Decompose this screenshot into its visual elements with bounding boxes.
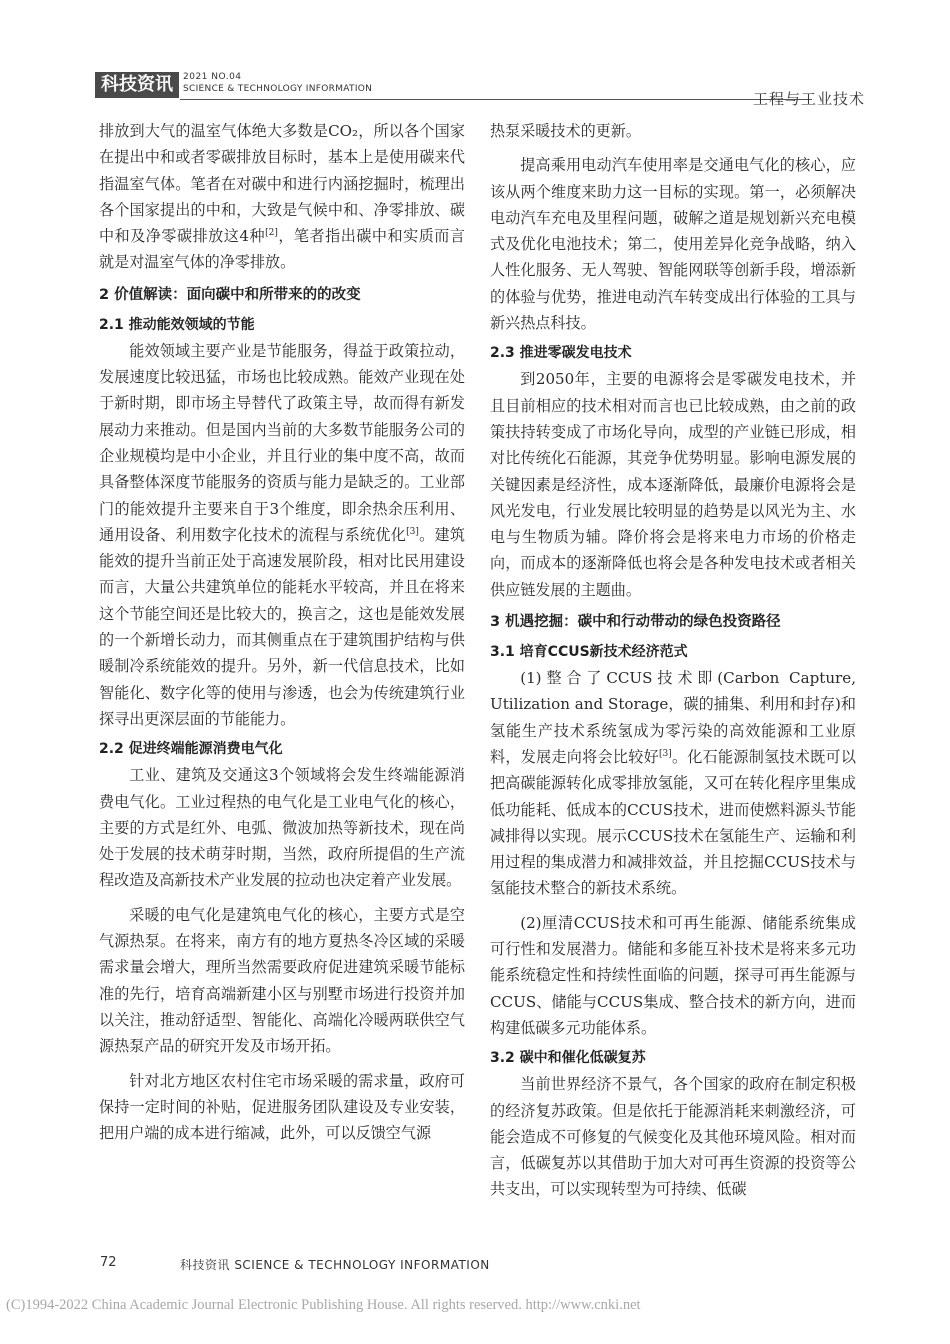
citation-ref[interactable]: [3] [406,526,419,537]
section-heading: 2 价值解读：面向碳中和所带来的的改变 [99,286,361,303]
subsection-heading: 3.2 碳中和催化低碳复苏 [490,1050,646,1067]
right-column [490,118,856,1203]
journal-subtitle: SCIENCE & TECHNOLOGY INFORMATION [183,84,373,94]
copyright-watermark: (C)1994-2022 China Academic Journal Electronic Publishing House. All rights reserved. http://www.cnki.net [6,1297,641,1313]
paragraph: 当前世界经济不景气，各个国家的政府在制定积极的经济复苏政策。但是依托于能源消耗来刺激经济，可能会造成不可修复的气候变化及其他环境风险。相对而言，低碳复苏以其借助于加大对可再生资源的投资等公共支出，可以实现转型为可持续、低碳 [490,1075,856,1199]
paragraph: (1)整合了CCUS技术即(Carbon Capture, Utilization and Storage，碳的捕集、利用和封存)和氢能生产技术系统氢成为零污染的高效能源和工业原料，发展走向将会比较好[3]。化石能源制氢技术既可以把高碳能源转化成零排放氢能，又可在转化程序里集成低功能耗、低成本的CCUS技术，进而使燃料源头节能减排得以实现。展示CCUS技术在氢能生产、运输和利用过程的集成潜力和减排效益，并且挖掘CCUS技术与氢能技术整合的新技术系统。 [490,669,856,898]
journal-logo: 科技资讯 [95,72,179,98]
paragraph: 排放到大气的温室气体绝大多数是CO₂，所以各个国家在提出中和或者零碳排放目标时，基本上是使用碳来代指温室气体。笔者在对碳中和进行内涵挖掘时，梳理出各个国家提出的中和，大致是气候中和、净零排放、碳中和及净零碳排放这4种[2]，笔者指出碳中和实质而言就是对温室气体的净零排放。 [99,122,465,272]
paragraph: 提高乘用电动汽车使用率是交通电气化的核心，应该从两个维度来助力这一目标的实现。第一，必须解决电动汽车充电及里程问题，破解之道是规划新兴充电模式及优化电池技术；第二，使用差异化竞争战略，纳入人性化服务、无人驾驶、智能网联等创新手段，增添新的体验与优势，推进电动汽车转变成出行体验的工具与新兴热点科技。 [490,156,856,333]
masthead [95,70,865,110]
page-number: 72 [100,1255,117,1270]
section-label: 工程与工业技术 [752,90,865,108]
subsection-heading: 2.2 促进终端能源消费电气化 [99,741,283,758]
paragraph: 热泵采暖技术的更新。 [490,122,641,140]
paragraph: 针对北方地区农村住宅市场采暖的需求量，政府可保持一定时间的补贴，促进服务团队建设及专业安装，把用户端的成本进行缩减，此外，可以反馈空气源 [99,1071,465,1143]
citation-ref[interactable]: [2] [265,228,278,239]
paragraph: 工业、建筑及交通这3个领域将会发生终端能源消费电气化。工业过程热的电气化是工业电气化的核心，主要的方式是红外、电弧、微波加热等新技术，现在尚处于发展的技术萌芽时期，当然，政府所提倡的生产流程改造及高新技术产业发展的拉动也决定着产业发展。 [99,766,465,890]
footer-journal-name: 科技资讯 SCIENCE & TECHNOLOGY INFORMATION [180,1258,490,1272]
subsection-heading: 3.1 培育CCUS新技术经济范式 [490,644,688,661]
header-rule [180,99,812,100]
subsection-heading: 2.3 推进零碳发电技术 [490,345,632,362]
section-heading: 3 机遇挖掘：碳中和行动带动的绿色投资路径 [490,614,781,631]
subsection-heading: 2.1 推动能效领域的节能 [99,316,255,333]
paragraph: 采暖的电气化是建筑电气化的核心，主要方式是空气源热泵。在将来，南方有的地方夏热冬冷区域的采暖需求量会增大，理所当然需要政府促进建筑采暖节能标准的先行，培育高端新建小区与别墅市场进行投资并加以关注，推动舒适型、智能化、高端化冷暖两联供空气源热泵产品的研究开发及市场开拓。 [99,905,465,1056]
left-column [99,118,465,1146]
citation-ref[interactable]: [3] [658,748,672,759]
issue-number: 2021 NO.04 [183,72,242,82]
paragraph: 能效领域主要产业是节能服务，得益于政策拉动，发展速度比较迅猛，市场也比较成熟。能效产业现在处于新时期，即市场主导替代了政策主导，故而得有新发展动力来推动。但是国内当前的大多数节能服务公司的企业规模均是中小企业，并且行业的集中度不高，故而具备整体深度节能服务的资质与能力是缺乏的。工业部门的能效提升主要来自于3个维度，即余热余压利用、通用设备、利用数字化技术的流程与系统优化[3]。建筑能效的提升当前正处于高速发展阶段，相对比民用建设而言，大量公共建筑单位的能耗水平较高，并且在将来这个节能空间还是比较大的，换言之，这也是能效发展的一个新增长动力，而其侧重点在于建筑围护结构与供暖制冷系统能效的提升。另外，新一代信息技术，比如智能化、数字化等的使用与渗透，也会为传统建筑行业探寻出更深层面的节能能力。 [99,341,465,728]
paragraph: 到2050年，主要的电源将会是零碳发电技术，并且目前相应的技术相对而言也已比较成熟，由之前的政策扶持转变成了市场化导向，成型的产业链已形成，相对比传统化石能源，其竞争优势明显。影响电源发展的关键因素是经济性，成本逐渐降低，最廉价电源将会是风光发电，行业发展比较明显的趋势是以风光为主、水电与生物质为辅。降价将会是将来电力市场的价格走向，而成本的逐渐降低也将会是各种发电技术或者相关供应链发展的主题曲。 [490,370,856,599]
paragraph: (2)厘清CCUS技术和可再生能源、储能系统集成可行性和发展潜力。储能和多能互补技术是将来多元功能系统稳定性和持续性面临的问题，探寻可再生能源与CCUS、储能与CCUS集成、整合技术的新方向，进而构建低碳多元功能体系。 [490,913,856,1037]
